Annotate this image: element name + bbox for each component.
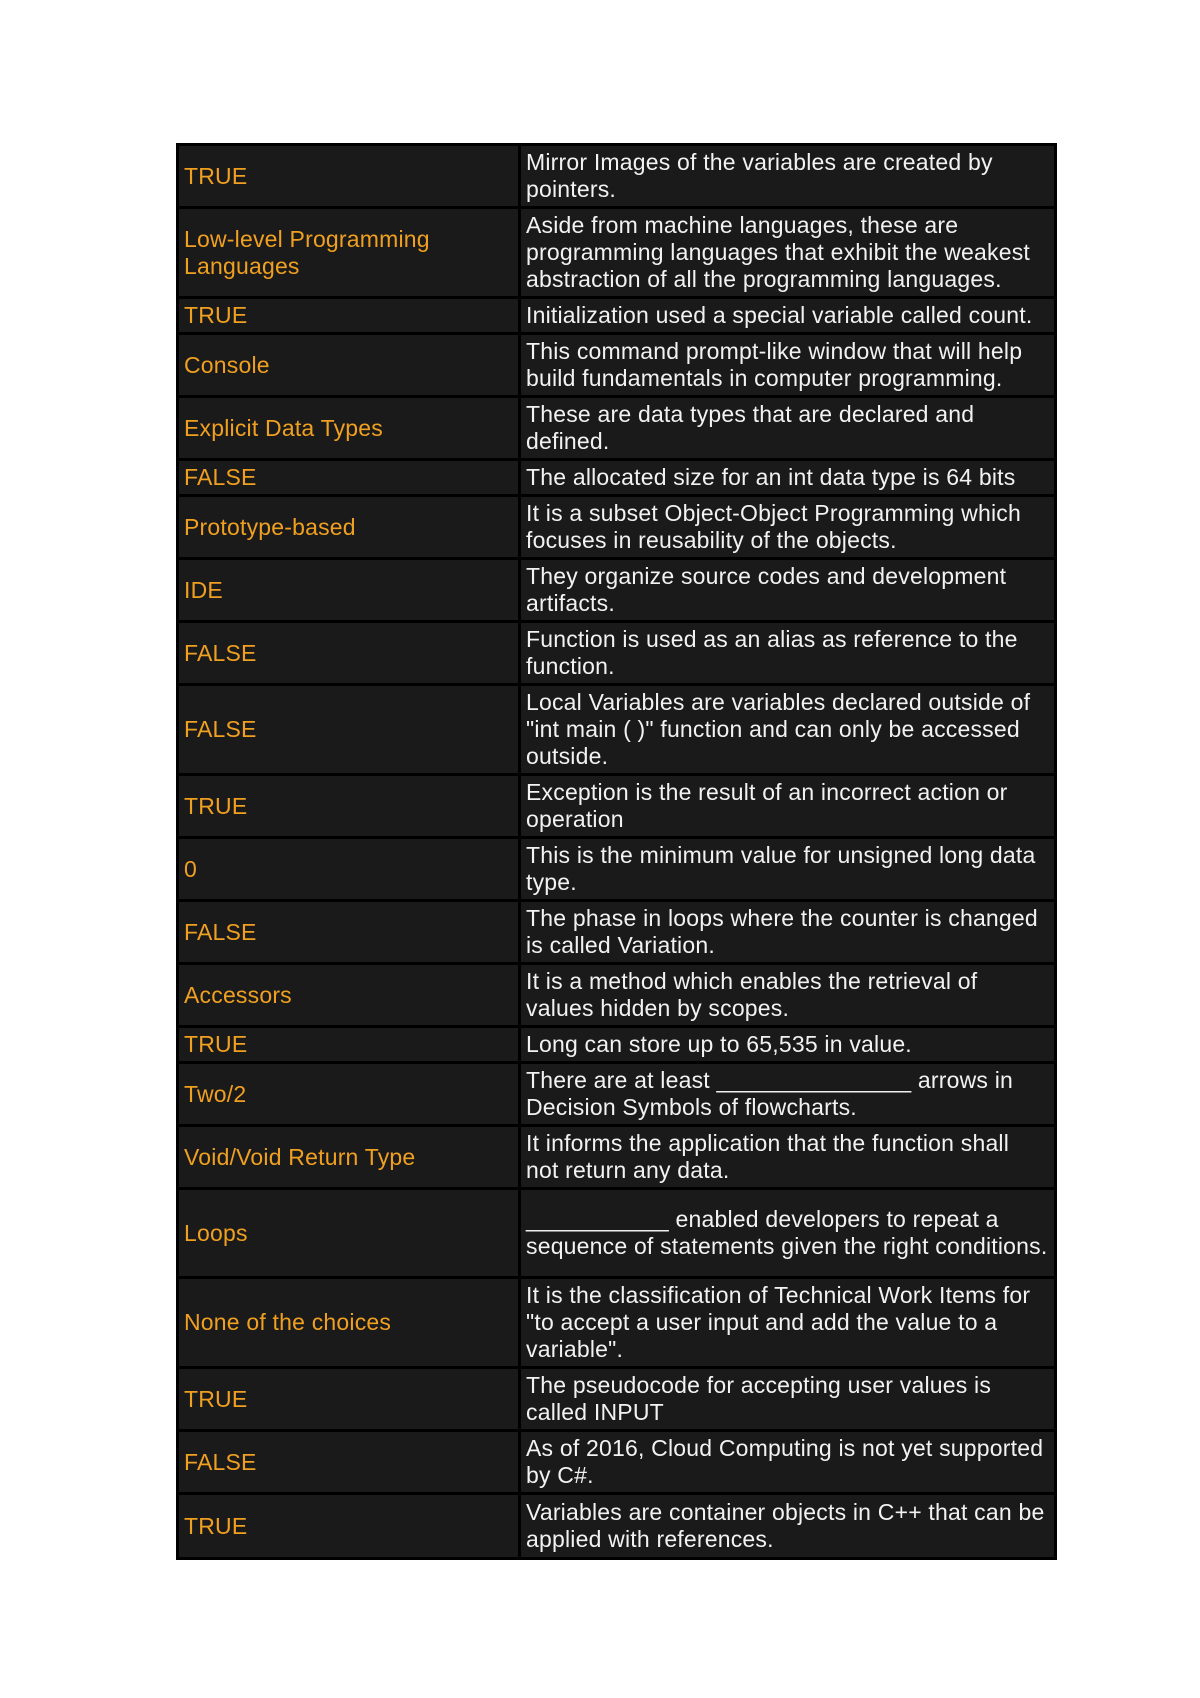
question-cell: This is the minimum value for unsigned long data type.: [521, 839, 1054, 902]
table-row: [179, 209, 1054, 299]
table-row: [179, 497, 1054, 560]
table-row: [179, 902, 1054, 965]
answer-cell: FALSE: [179, 902, 521, 965]
table-row: [179, 1064, 1054, 1127]
question-cell: These are data types that are declared and defined.: [521, 398, 1054, 461]
table-row: [179, 686, 1054, 776]
answer-cell: Accessors: [179, 965, 521, 1028]
table-row: [179, 1432, 1054, 1495]
table-row: [179, 398, 1054, 461]
question-cell: It informs the application that the function shall not return any data.: [521, 1127, 1054, 1190]
table-row: [179, 1495, 1054, 1557]
question-cell: Long can store up to 65,535 in value.: [521, 1028, 1054, 1064]
table-row: [179, 461, 1054, 497]
answer-cell: TRUE: [179, 1369, 521, 1432]
question-cell: The pseudocode for accepting user values is called INPUT: [521, 1369, 1054, 1432]
question-cell: Initialization used a special variable called count.: [521, 299, 1054, 335]
table-row: [179, 560, 1054, 623]
question-cell: As of 2016, Cloud Computing is not yet supported by C#.: [521, 1432, 1054, 1495]
table-row: [179, 1369, 1054, 1432]
answer-cell: FALSE: [179, 1432, 521, 1495]
table-row: [179, 623, 1054, 686]
question-cell: It is a subset Object-Object Programming which focuses in reusability of the objects.: [521, 497, 1054, 560]
question-cell: It is a method which enables the retrieval of values hidden by scopes.: [521, 965, 1054, 1028]
answer-cell: TRUE: [179, 1495, 521, 1557]
question-cell: Exception is the result of an incorrect action or operation: [521, 776, 1054, 839]
answer-cell: FALSE: [179, 623, 521, 686]
table-row: [179, 1127, 1054, 1190]
answer-cell: IDE: [179, 560, 521, 623]
answer-cell: None of the choices: [179, 1279, 521, 1369]
answer-cell: Prototype-based: [179, 497, 521, 560]
question-cell: Function is used as an alias as reference to the function.: [521, 623, 1054, 686]
table-row: [179, 1190, 1054, 1279]
answer-cell: Explicit Data Types: [179, 398, 521, 461]
answer-cell: Console: [179, 335, 521, 398]
answer-cell: TRUE: [179, 776, 521, 839]
table-row: [179, 1279, 1054, 1369]
answer-cell: TRUE: [179, 146, 521, 209]
table-row: [179, 335, 1054, 398]
question-cell: Aside from machine languages, these are programming languages that exhibit the weakest abstraction of all the programming languages.: [521, 209, 1054, 299]
answer-cell: Void/Void Return Type: [179, 1127, 521, 1190]
question-cell: The phase in loops where the counter is changed is called Variation.: [521, 902, 1054, 965]
question-cell: There are at least _______________ arrows in Decision Symbols of flowcharts.: [521, 1064, 1054, 1127]
answer-cell: Loops: [179, 1190, 521, 1279]
table-row: [179, 1028, 1054, 1064]
table-row: [179, 146, 1054, 209]
question-cell: This command prompt-like window that will help build fundamentals in computer programming.: [521, 335, 1054, 398]
question-cell: Local Variables are variables declared outside of "int main ( )" function and can only be accessed outside.: [521, 686, 1054, 776]
answer-table: [176, 143, 1057, 1560]
question-cell: It is the classification of Technical Work Items for "to accept a user input and add the value to a variable".: [521, 1279, 1054, 1369]
answer-cell: FALSE: [179, 686, 521, 776]
table-row: [179, 839, 1054, 902]
table-row: [179, 299, 1054, 335]
question-cell: Variables are container objects in C++ that can be applied with references.: [521, 1495, 1054, 1557]
question-cell: They organize source codes and development artifacts.: [521, 560, 1054, 623]
table-row: [179, 776, 1054, 839]
answer-cell: TRUE: [179, 299, 521, 335]
answer-cell: Low-level Programming Languages: [179, 209, 521, 299]
question-cell: The allocated size for an int data type is 64 bits: [521, 461, 1054, 497]
answer-cell: FALSE: [179, 461, 521, 497]
answer-cell: 0: [179, 839, 521, 902]
question-cell: ___________ enabled developers to repeat a sequence of statements given the right conditions.: [521, 1190, 1054, 1279]
table-row: [179, 965, 1054, 1028]
question-cell: Mirror Images of the variables are created by pointers.: [521, 146, 1054, 209]
answer-cell: TRUE: [179, 1028, 521, 1064]
answer-cell: Two/2: [179, 1064, 521, 1127]
